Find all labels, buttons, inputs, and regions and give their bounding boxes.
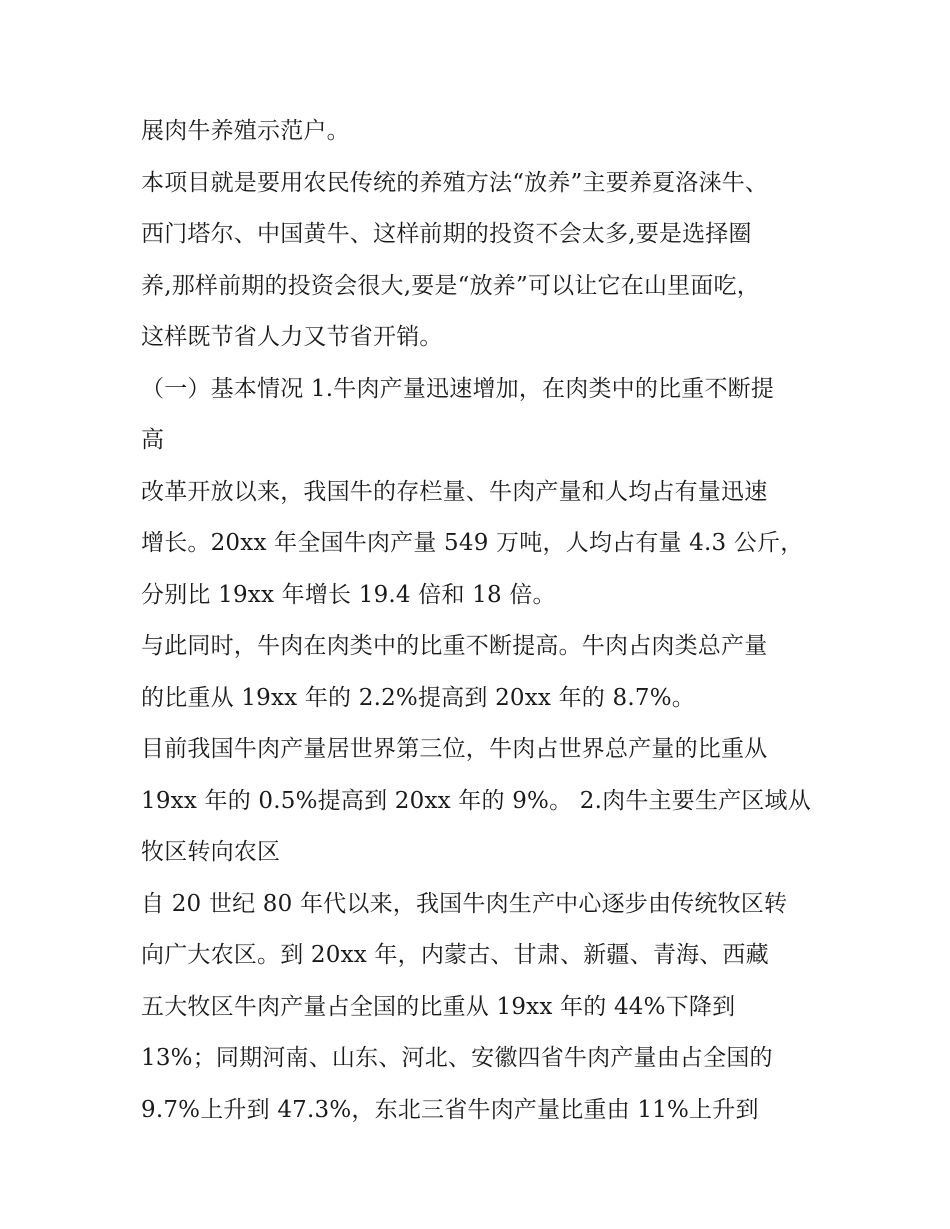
text-line: 目前我国牛肉产量居世界第三位，牛肉占世界总产量的比重从 [141,736,768,762]
text-line: 五大牧区牛肉产量占全国的比重从 19xx 年的 44%下降到 [141,993,736,1020]
text-line: 自 20 世纪 80 年代以来，我国牛肉生产中心逐步由传统牧区转 [141,890,788,917]
text-line: 牧区转向农区 [141,839,281,865]
text-line: 的比重从 19xx 年的 2.2%提高到 20xx 年的 8.7%。 [141,684,695,711]
text-line: 展肉牛养殖示范户。 [141,118,350,144]
text-line: 养,那样前期的投资会很大,要是“放养”可以让它在山里面吃， [141,272,760,299]
document-body [141,106,821,1136]
text-line: 向广大农区。到 20xx 年，内蒙古、甘肃、新疆、青海、西藏 [141,942,769,968]
section-heading-line: （一）基本情况 1.牛肉产量迅速增加，在肉类中的比重不断提 [141,375,775,402]
text-line: 西门塔尔、中国黄牛、这样前期的投资不会太多,要是选择圈 [141,221,752,247]
text-line: 这样既节省人力又节省开销。 [141,324,443,350]
text-line: 改革开放以来，我国牛的存栏量、牛肉产量和人均占有量迅速 [141,478,768,505]
text-line: 9.7%上升到 47.3%，东北三省牛肉产量比重由 11%上升到 [141,1096,759,1123]
section-heading-line: 高 [141,427,165,453]
text-line: 13%；同期河南、山东、河北、安徽四省牛肉产量由占全国的 [141,1045,773,1071]
text-line: 本项目就是要用农民传统的养殖方法“放养”主要养夏洛涞牛、 [141,169,769,196]
text-line: 增长。20xx 年全国牛肉产量 549 万吨，人均占有量 4.3 公斤， [141,530,804,556]
text-line: 19xx 年的 0.5%提高到 20xx 年的 9%。 2.肉牛主要生产区域从 [141,787,811,814]
text-line: 分别比 19xx 年增长 19.4 倍和 18 倍。 [141,581,556,608]
text-line: 与此同时，牛肉在肉类中的比重不断提高。牛肉占肉类总产量 [141,633,768,659]
